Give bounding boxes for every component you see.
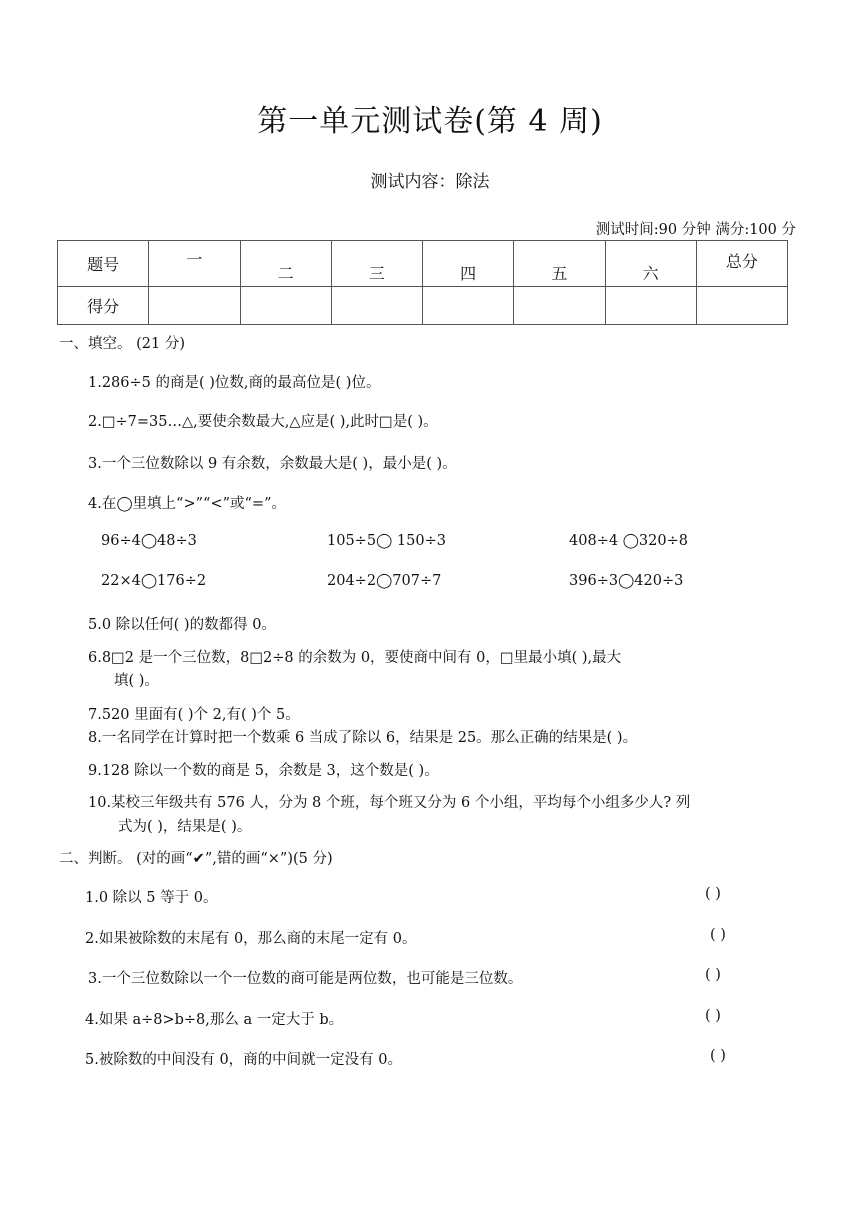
judge-answer-4[interactable]: ( ) xyxy=(705,1008,721,1024)
score-cell-3[interactable] xyxy=(331,287,422,325)
score-cell-total[interactable] xyxy=(696,287,787,325)
judge-answer-5[interactable]: ( ) xyxy=(710,1048,726,1064)
score-cell-2[interactable] xyxy=(240,287,331,325)
judge-item-1: 1.0 除以 5 等于 0。 xyxy=(85,890,218,906)
question-10-line2: 式为( )，结果是( )。 xyxy=(118,819,252,835)
header-cell-6: 六 xyxy=(605,241,696,287)
header-cell-total: 总分 xyxy=(696,241,787,287)
question-6-line1: 6.8□2 是一个三位数，8□2÷8 的余数为 0，要使商中间有 0，□里最小填( ),最大 xyxy=(88,650,622,666)
header-cell-4: 四 xyxy=(423,241,514,287)
compare-item-2: 105÷5◯ 150÷3 xyxy=(327,533,446,549)
page-title: 第一单元测试卷(第 4 周) xyxy=(257,104,603,139)
question-1: 1.286÷5 的商是( )位数,商的最高位是( )位。 xyxy=(88,375,381,391)
score-cell-4[interactable] xyxy=(423,287,514,325)
question-8: 8.一名同学在计算时把一个数乘 6 当成了除以 6，结果是 25。那么正确的结果是( )。 xyxy=(88,730,638,746)
question-6-line2: 填( )。 xyxy=(114,673,159,689)
judge-item-5: 5.被除数的中间没有 0，商的中间就一定没有 0。 xyxy=(85,1052,403,1068)
judge-item-4: 4.如果 a÷8>b÷8,那么 a 一定大于 b。 xyxy=(85,1012,344,1028)
row-label-question-no: 题号 xyxy=(58,241,149,287)
compare-item-3: 408÷4 ◯320÷8 xyxy=(569,533,688,549)
judge-answer-1[interactable]: ( ) xyxy=(705,886,721,902)
compare-item-6: 396÷3◯420÷3 xyxy=(569,573,684,589)
exam-meta: 测试时间:90 分钟 满分:100 分 xyxy=(595,222,796,238)
header-cell-2: 二 xyxy=(240,241,331,287)
score-table xyxy=(57,240,788,325)
question-4: 4.在◯里填上“>”“<”或“=”。 xyxy=(88,496,286,512)
header-cell-1: 一 xyxy=(149,241,240,287)
score-cell-6[interactable] xyxy=(605,287,696,325)
compare-item-1: 96÷4◯48÷3 xyxy=(101,533,197,549)
question-9: 9.128 除以一个数的商是 5，余数是 3，这个数是( )。 xyxy=(88,763,439,779)
section2-heading: 二、判断。 (对的画“✔”,错的画“×”)(5 分) xyxy=(59,851,333,867)
question-7: 7.520 里面有( )个 2,有( )个 5。 xyxy=(88,707,300,723)
judge-answer-2[interactable]: ( ) xyxy=(710,927,726,943)
question-2: 2.□÷7=35…△,要使余数最大,△应是( ),此时□是( )。 xyxy=(88,414,438,430)
header-cell-3: 三 xyxy=(331,241,422,287)
question-10-line1: 10.某校三年级共有 576 人，分为 8 个班，每个班又分为 6 个小组，平均每个小组多少人? 列 xyxy=(88,795,691,811)
score-table-header-row xyxy=(58,241,788,287)
question-5: 5.0 除以任何( )的数都得 0。 xyxy=(88,617,276,633)
score-cell-5[interactable] xyxy=(514,287,605,325)
question-3: 3.一个三位数除以 9 有余数，余数最大是( )，最小是( )。 xyxy=(88,456,457,472)
judge-item-2: 2.如果被除数的末尾有 0，那么商的末尾一定有 0。 xyxy=(85,931,417,947)
compare-item-4: 22×4◯176÷2 xyxy=(101,573,207,589)
row-label-score: 得分 xyxy=(58,287,149,325)
score-table-score-row xyxy=(58,287,788,325)
page-subtitle: 测试内容：除法 xyxy=(370,172,490,192)
header-cell-5: 五 xyxy=(514,241,605,287)
score-cell-1[interactable] xyxy=(149,287,240,325)
judge-answer-3[interactable]: ( ) xyxy=(705,967,721,983)
compare-item-5: 204÷2◯707÷7 xyxy=(327,573,442,589)
section1-heading: 一、填空。 (21 分) xyxy=(59,336,185,352)
judge-item-3: 3.一个三位数除以一个一位数的商可能是两位数，也可能是三位数。 xyxy=(88,971,523,987)
